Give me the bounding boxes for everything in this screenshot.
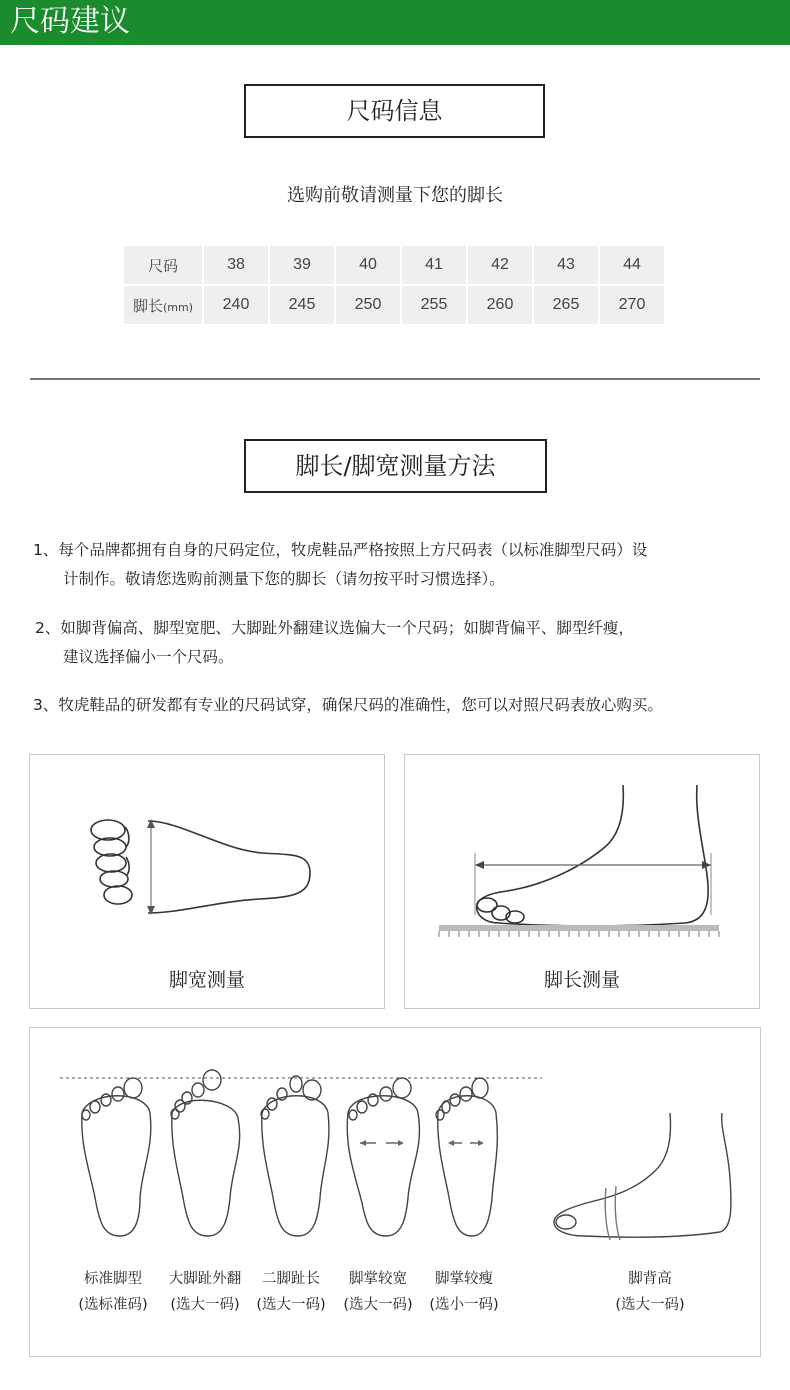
foot-type-high-instep <box>605 1266 695 1318</box>
length-cell: 270 <box>600 286 664 324</box>
section-divider <box>30 378 760 380</box>
method-title <box>244 439 547 493</box>
foot-type-bunion-name: 大脚趾外翻 <box>168 1271 242 1287</box>
size-info-subtitle: 选购前敬请测量下您的脚长 <box>287 185 503 206</box>
header-bar <box>0 0 790 45</box>
header-title: 尺码建议 <box>10 4 130 39</box>
method-title-text: 脚长/脚宽测量方法 <box>295 452 496 480</box>
length-cell: 260 <box>468 286 532 324</box>
length-row-label <box>124 286 202 324</box>
slim-foot-icon <box>436 1078 497 1236</box>
note-2-line-2: 建议选择偏小一个尺码。 <box>63 648 234 666</box>
size-cell: 38 <box>204 246 268 284</box>
foot-length-panel <box>404 754 760 1009</box>
foot-type-slim <box>419 1266 509 1318</box>
foot-type-slim-name: 脚掌较瘦 <box>435 1271 493 1287</box>
foot-type-high-instep-advice: (选大一码) <box>615 1297 685 1313</box>
length-cell: 240 <box>204 286 268 324</box>
length-row-label-main: 脚长 <box>132 296 163 315</box>
size-cell: 42 <box>468 246 532 284</box>
size-cell: 40 <box>336 246 400 284</box>
foot-type-standard-name: 标准脚型 <box>84 1271 142 1287</box>
note-3-line-1: 3、牧虎鞋品的研发都有专业的尺码试穿，确保尺码的准确性，您可以对照尺码表放心购买。 <box>33 696 663 714</box>
foot-type-standard-advice: (选标准码) <box>78 1297 148 1313</box>
foot-types-panel <box>29 1027 761 1357</box>
note-1-line-2: 计制作。敬请您选购前测量下您的脚长（请勿按平时习惯选择）。 <box>63 570 505 588</box>
length-cell: 245 <box>270 286 334 324</box>
foot-width-panel <box>29 754 385 1009</box>
size-cell: 41 <box>402 246 466 284</box>
foot-type-long-second-toe-name: 二脚趾长 <box>262 1271 320 1287</box>
length-cell: 265 <box>534 286 598 324</box>
foot-length-caption: 脚长测量 <box>543 969 620 991</box>
size-cell: 43 <box>534 246 598 284</box>
foot-type-wide-name: 脚掌较宽 <box>349 1271 407 1287</box>
table-row <box>124 246 664 284</box>
length-row-label-unit: (mm) <box>163 300 194 314</box>
table-row <box>124 286 664 324</box>
foot-width-caption: 脚宽测量 <box>168 969 245 991</box>
foot-type-wide <box>333 1266 423 1318</box>
length-cell: 250 <box>336 286 400 324</box>
size-row-label: 尺码 <box>124 246 202 284</box>
size-cell: 44 <box>600 246 664 284</box>
note-2-line-1: 2、如脚背偏高、脚型宽肥、大脚趾外翻建议选偏大一个尺码；如脚背偏平、脚型纤瘦， <box>35 619 634 637</box>
standard-foot-icon <box>82 1078 151 1236</box>
foot-type-bunion <box>155 1266 255 1318</box>
size-cell: 39 <box>270 246 334 284</box>
foot-type-long-second-toe <box>246 1266 336 1318</box>
bunion-foot-icon <box>171 1070 240 1236</box>
wide-foot-icon <box>347 1078 419 1236</box>
foot-type-long-second-toe-advice: (选大一码) <box>256 1297 326 1313</box>
foot-type-bunion-advice: (选大一码) <box>170 1297 240 1313</box>
foot-type-standard <box>68 1266 158 1318</box>
size-info-title <box>244 84 545 138</box>
length-cell: 255 <box>402 286 466 324</box>
high-instep-foot-icon <box>554 1113 731 1240</box>
foot-type-slim-advice: (选小一码) <box>429 1297 499 1313</box>
foot-type-high-instep-name: 脚背高 <box>628 1271 672 1287</box>
foot-type-wide-advice: (选大一码) <box>343 1297 413 1313</box>
note-1-line-1: 1、每个品牌都拥有自身的尺码定位，牧虎鞋品严格按照上方尺码表（以标准脚型尺码）设 <box>33 541 648 559</box>
size-info-title-text: 尺码信息 <box>346 97 443 125</box>
size-table <box>122 244 666 326</box>
long-second-toe-foot-icon <box>261 1076 329 1236</box>
